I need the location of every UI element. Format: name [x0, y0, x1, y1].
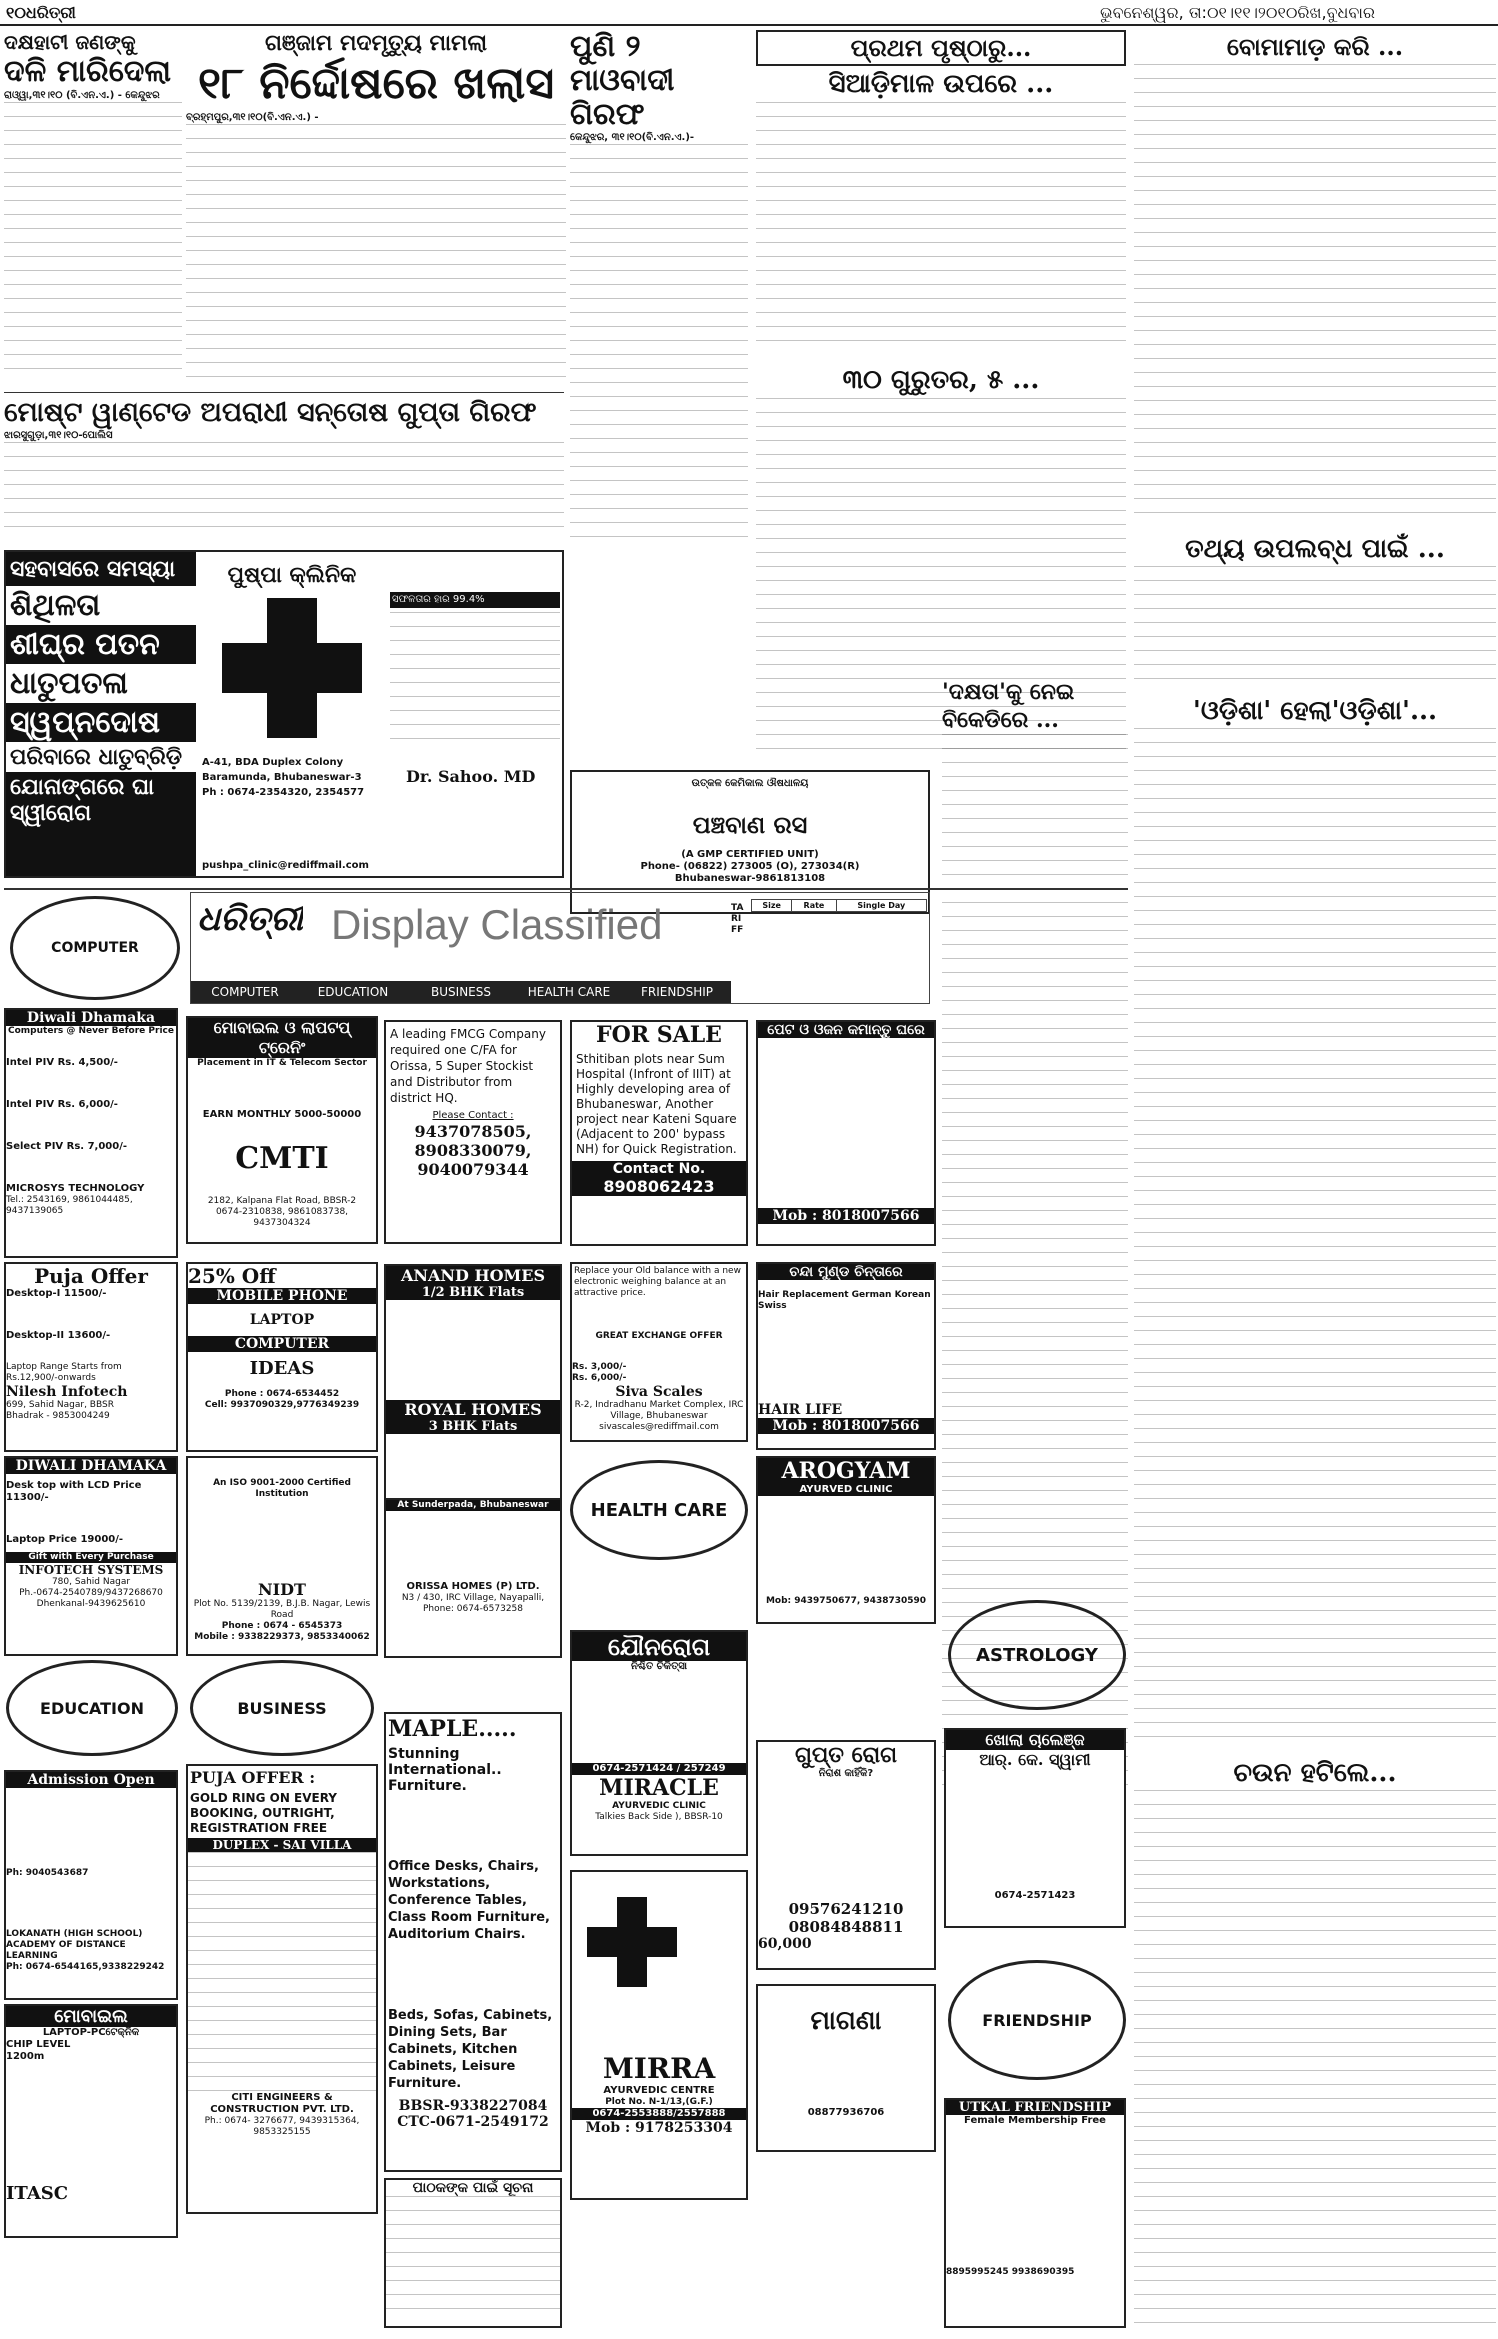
ad-caption: At Sunderpada, Bhubaneswar — [386, 1500, 560, 1511]
ad-school: LOKANATH (HIGH SCHOOL) ACADEMY OF DISTANCE LEARNING — [6, 1929, 143, 1961]
clinic-name: ପୁଷ୍ପା କ୍ଲିନିକ — [227, 562, 357, 588]
story-chauna — [1134, 1756, 1496, 2336]
ad-head: Replace your Old balance with a new electronic weighing balance at an attractive price. — [574, 1266, 741, 1298]
ad-phone: 0674-2310838, 9861083738, 9437304324 — [215, 1207, 349, 1228]
ad-price: Rs. 3,000/- — [572, 1362, 627, 1372]
ad-gupta-roga — [756, 1740, 936, 1970]
ad-phone: Ph: 0674-6544165,9338229242 — [6, 1962, 165, 1972]
ad-readers-notice — [384, 2178, 562, 2328]
ad-item: Select PIV Rs. 7,000/- — [6, 1141, 128, 1152]
ad-phone: 0674-2553888/2557888 — [572, 2108, 746, 2120]
story-santosh — [4, 396, 564, 546]
ad-fmcg — [384, 1020, 562, 1244]
category-friendship: FRIENDSHIP — [641, 985, 713, 999]
tariff-table — [751, 899, 927, 912]
paper-logo: ଧରିତ୍ରୀ — [197, 899, 304, 939]
ad-for-sale — [570, 1020, 748, 1246]
ad-title: MIRRA — [602, 2052, 716, 2085]
ad-line: COMPUTER — [188, 1336, 376, 1352]
ad-sub: 3 BHK Flats — [386, 1419, 560, 1434]
ad-cell: Cell: 9937090329,9776349239 — [204, 1400, 360, 1410]
ad-phone: 08877936706 — [807, 2107, 885, 2118]
category-health: HEALTH CARE — [527, 985, 611, 999]
ad-earn: EARN MONTHLY 5000-50000 — [202, 1109, 362, 1120]
story-headline: 'ଓଡ଼ିଶା' ହେଲା'ଓଡ଼ିଶା'... — [1192, 696, 1438, 726]
ad-details — [386, 2196, 560, 2316]
ad-infotech — [4, 1456, 178, 1656]
ad-phone: 8895995245 9938690395 — [946, 2267, 1075, 2277]
story-headline: ସିଆଡ଼ିମାଳ ଉପରେ ... — [828, 69, 1054, 99]
story-bomb — [1134, 30, 1496, 530]
classified-title: Display Classified — [331, 901, 663, 948]
ad-chip: CHIP LEVEL — [6, 2039, 71, 2050]
ad-text: A leading FMCG Company required one C/FA for Orissa, 5 Super Stockist and Distributor from district HQ. — [390, 1027, 546, 1105]
ad-item: Desktop-II 13600/- — [6, 1330, 111, 1341]
dateline: ଭୁବନେଶ୍ୱର, ତା:୦୧।୧୧।୨୦୧୦ରିଖ,ବୁଧବାର — [1100, 3, 1376, 22]
table-header: Rate — [792, 900, 836, 912]
ad-open-challenge — [944, 1728, 1126, 1928]
ad-brand: ITASC — [6, 2183, 69, 2204]
display-classified-banner — [190, 892, 930, 1004]
story-dateline: ବ୍ରହ୍ମପୁର,୩୧।୧୦(ବି.ଏନ.ଏ.) - — [186, 112, 319, 123]
ad-details — [6, 1879, 176, 1929]
ad-phone: CTC-0671-2549172 — [397, 2114, 549, 2130]
clinic-email: pushpa_clinic@rediffmail.com — [202, 860, 369, 871]
ad-sub: LAPTOP-PCଟେକ୍ନିକ — [42, 2027, 140, 2038]
doctor-name: Dr. Sahoo. MD — [406, 767, 536, 786]
clinic-area: Baramunda, Bhubaneswar-3 — [202, 772, 362, 783]
ad-image — [386, 1945, 560, 2005]
story-body — [1134, 566, 1496, 686]
story-body — [4, 442, 564, 537]
ad-item: Laptop Range Starts from Rs.12,900/-onwards — [6, 1362, 122, 1383]
ad-phone: 0674-2571423 — [994, 1890, 1076, 1901]
ad-phone: 8908330079, — [414, 1141, 532, 1160]
ad-item: Intel PIV Rs. 6,000/- — [6, 1099, 118, 1110]
ad-phone: Phone- (06822) 273005 (O), 273034(R) — [640, 861, 860, 872]
clinic-address: A-41, BDA Duplex Colony — [202, 757, 344, 768]
ad-title: Puja Offer — [34, 1264, 148, 1288]
ad-details — [572, 1673, 746, 1763]
badge-health-care — [570, 1460, 748, 1560]
ad-sub: Stunning International.. Furniture. — [388, 1746, 502, 1794]
badge-education — [6, 1660, 178, 1756]
ad-email: sivascales@rediffmail.com — [599, 1422, 719, 1432]
story-dateline: ଝାରସୁଗୁଡ଼ା,୩୧।୧୦-ପୋଲିସ — [4, 430, 113, 441]
ad-details — [6, 2063, 176, 2183]
ad-title: ଖୋଲା ଚାଲେଞ୍ଜ — [946, 1730, 1124, 1750]
story-info — [1134, 532, 1496, 692]
ad-address: 2182, Kalpana Flat Road, BBSR-2 — [207, 1196, 357, 1206]
ad-details — [946, 1770, 1124, 1890]
ad-details — [188, 1852, 376, 2092]
ad-line: ଶୀଘ୍ର ପତନ — [10, 627, 160, 662]
ad-nilesh — [4, 1262, 178, 1452]
success-rate: ସଫଳତାର ହାର 99.4% — [390, 592, 560, 608]
ad-address: R-2, Indradhanu Market Complex, IRC Village, Bhubaneswar — [574, 1400, 744, 1421]
ad-mob: Mobile : 9338229373, 9853340062 — [194, 1632, 370, 1642]
ad-title: ଗୁପ୍ତ ରୋଗ — [794, 1742, 898, 1768]
story-body — [756, 102, 1126, 352]
ad-title: ଚନ୍ଦା ମୁଣ୍ଡ ଚିନ୍ତାରେ — [758, 1264, 934, 1280]
ad-brand: MIRACLE — [599, 1775, 719, 1801]
ad-title: MAPLE..... — [388, 1716, 517, 1742]
ad-title: ପଞ୍ଚବାଣ ରସ — [692, 810, 808, 839]
ad-line: MOBILE PHONE — [188, 1288, 376, 1304]
ad-price: 60,000 — [758, 1936, 812, 1952]
story-kicker: ପ୍ରଥମ ପୃଷ୍ଠାରୁ... — [756, 30, 1126, 66]
ad-offer: 25% Off — [188, 1264, 276, 1288]
ad-mob: Mob : 9178253304 — [585, 2120, 733, 2136]
ad-sub: Female Membership Free — [964, 2115, 1106, 2126]
ad-text: Sthitiban plots near Sum Hospital (Infront of IIIT) at Highly developing area of Bhubaneswar, Another project near Kateni Square (Adjacent to 200' bypass NH) for Quick Registration. — [576, 1052, 737, 1156]
ad-phone: 9040079344 — [417, 1160, 529, 1179]
ad-company: INFOTECH SYSTEMS — [18, 1563, 164, 1577]
category-education: EDUCATION — [317, 985, 389, 999]
ad-pushpa-clinic — [4, 550, 564, 878]
page-header — [0, 0, 1498, 26]
ad-phone: Phone: 0674-6573258 — [422, 1604, 523, 1614]
ad-item: Laptop Price 19000/- — [6, 1534, 124, 1545]
ad-company: MICROSYS TECHNOLOGY — [6, 1183, 145, 1194]
ad-title: PUJA OFFER : — [190, 1768, 316, 1787]
ad-title: DIWALI DHAMAKA — [6, 1458, 176, 1474]
badge-label: COMPUTER — [51, 940, 139, 956]
ad-line: LAPTOP — [249, 1312, 315, 1328]
ad-item: Desktop-I 11500/- — [6, 1288, 107, 1299]
ad-maple — [384, 1712, 562, 2172]
ad-line: ପରିବାରେ ଧାତୁବ୍ରିଡ଼ି — [6, 742, 196, 772]
ad-sub: ନିଶ୍ଚିତ ଚିକିତ୍ସା — [630, 1661, 688, 1672]
ad-phone: Dhenkanal-9439625610 — [36, 1599, 146, 1609]
ad-sub: AYURVED CLINIC — [758, 1484, 934, 1496]
ad-items: Beds, Sofas, Cabinets, Dining Sets, Bar Cabinets, Kitchen Cabinets, Leisure Furniture. — [388, 2008, 553, 2091]
ad-line: ସ୍ୱପ୍ନଦୋଷ — [10, 705, 160, 740]
badge-label: EDUCATION — [40, 1698, 144, 1718]
ad-company: ORISSA HOMES (P) LTD. — [406, 1581, 540, 1592]
story-headline: ତଥ୍ୟ ଉପଲବ୍ଧ ପାଇଁ ... — [1185, 534, 1445, 564]
ad-hair-life — [756, 1262, 936, 1450]
ad-contact: Please Contact : — [432, 1110, 514, 1121]
story-dateline: ରାଓ୍ୱା,୩୧।୧୦ (ବି.ଏନ.ଏ.) - କେନ୍ଦୁଝର — [4, 90, 160, 101]
ad-brand: IDEAS — [249, 1358, 315, 1379]
clinic-phone: Ph : 0674-2354320, 2354577 — [202, 787, 365, 798]
badge-friendship — [948, 1960, 1126, 2080]
category-bar — [191, 981, 731, 1003]
story-headline: ବୋମାମାଡ଼ କରି ... — [1226, 32, 1404, 61]
badge-astrology — [948, 1600, 1126, 1710]
ad-phone: BBSR-9338227084 — [398, 2098, 548, 2114]
story-odisha — [1134, 694, 1496, 1754]
ad-company: Nilesh Infotech — [6, 1384, 128, 1400]
ad-hours: 1200m — [6, 2051, 45, 2062]
divider — [4, 888, 1128, 890]
ad-microsys — [4, 1008, 178, 1258]
badge-computer — [10, 896, 180, 1000]
story-elephant — [4, 30, 182, 390]
ad-phone: Tel.: 2543169, 9861044485, 9437139065 — [6, 1195, 133, 1216]
story-body — [570, 144, 748, 544]
ad-brand: CMTI — [235, 1141, 329, 1176]
ad-address: N3 / 430, IRC Village, Nayapalli, — [401, 1593, 545, 1603]
badge-label: HEALTH CARE — [590, 1499, 728, 1521]
ad-miracle — [570, 1630, 748, 1856]
story-front-cont — [756, 30, 1126, 360]
ad-sub: ନିରାଶ କାହିଁକି? — [818, 1768, 874, 1779]
ad-image — [758, 1038, 934, 1208]
ad-free-treatment — [756, 1984, 936, 2152]
ad-title: ଯୌନରୋଗ — [572, 1632, 746, 1661]
ad-phone: 8908062423 — [572, 1177, 746, 1196]
ad-phone: Phone : 0674 - 6545373 — [221, 1621, 343, 1631]
tariff-label: TARIFF — [731, 903, 744, 935]
ad-line: ସହବାସରେ ସମସ୍ୟା — [10, 556, 176, 582]
ad-phone: Bhadrak - 9853004249 — [6, 1411, 110, 1421]
ad-phone: Ph.: 0674- 3276677, 9439315364, 9853325155 — [204, 2116, 360, 2137]
ad-admission — [4, 1770, 178, 2000]
ad-problems-list — [6, 552, 196, 876]
ad-details — [390, 612, 560, 752]
ad-phone: Mob : 8018007566 — [758, 1208, 934, 1224]
ad-text: Hair Replacement German Korean Swiss — [758, 1290, 931, 1311]
ad-clinic: AYURVEDIC CLINIC — [612, 1801, 706, 1811]
story-headline: ଦଳି ମାରିଦେଲା — [4, 54, 172, 89]
ad-contact: Contact No. — [572, 1161, 746, 1177]
story-kicker: ଗଞ୍ଜାମ ମଦମୃତ୍ୟୁ ମାମଲା — [265, 30, 487, 56]
ad-title: ମୋବାଇଲ — [6, 2006, 176, 2027]
ad-title: Diwali Dhamaka — [6, 1010, 176, 1026]
divider — [4, 392, 564, 393]
ad-subtitle: Computers @ Never Before Price — [8, 1026, 174, 1036]
ad-utkal-friendship — [944, 2098, 1126, 2328]
ad-phone: Ph.-0674-2540789/9437268670 — [19, 1588, 163, 1598]
story-ganjam — [186, 30, 566, 390]
ad-line: ଯୋନାଙ୍ଗରେ ଘା ସ୍ୱୀରୋଗ — [10, 774, 155, 826]
ad-phone: Phone : 0674-6534452 — [224, 1389, 340, 1399]
ad-items: Office Desks, Chairs, Workstations, Conference Tables, Class Room Furniture, Auditorium Chairs. — [388, 1859, 550, 1942]
ad-brand: HAIR LIFE — [758, 1402, 843, 1418]
ad-title: ମାଗଣା — [810, 2006, 882, 2036]
ad-sub: Placement in IT & Telecom Sector — [197, 1058, 367, 1068]
ad-company: Siva Scales — [615, 1384, 703, 1400]
ad-image — [946, 2127, 1124, 2267]
ad-sub: AYURVEDIC CENTRE — [603, 2085, 715, 2096]
ad-citi-engineers — [186, 1764, 378, 2214]
ad-line: GOLD RING ON EVERY BOOKING, OUTRIGHT, REGISTRATION FREE — [190, 1791, 337, 1835]
ad-details — [758, 1780, 934, 1900]
ad-item: Intel PIV Rs. 4,500/- — [6, 1057, 118, 1068]
story-headline: ୧୮ ନିର୍ଦ୍ଦୋଷରେ ଖଲାସ — [197, 58, 555, 109]
ad-orissa-homes — [384, 1498, 562, 1658]
ad-phone: 08084848811 — [788, 1918, 904, 1936]
category-computer: COMPUTER — [211, 985, 279, 999]
ad-itasc — [4, 2004, 178, 2238]
ad-siva-scales — [570, 1262, 748, 1442]
ad-nidt — [186, 1456, 378, 1656]
ad-title: An ISO 9001-2000 Certified Institution — [213, 1478, 351, 1499]
ad-details — [572, 1872, 746, 2052]
ad-details — [758, 1496, 934, 1596]
story-headline: 'ଦକ୍ଷତା'କୁ ନେଇ ବିକେଡିରେ ... — [942, 679, 1075, 733]
story-body — [1134, 1790, 1496, 2330]
ad-details — [6, 1788, 176, 1868]
ad-title: ପାଠକଙ୍କ ପାଇଁ ସୂଚନା — [412, 2180, 534, 2196]
ad-badge: GREAT EXCHANGE OFFER — [595, 1331, 723, 1341]
ad-image — [386, 1511, 560, 1581]
ad-title: Admission Open — [6, 1772, 176, 1788]
ad-title: FOR SALE — [596, 1022, 722, 1048]
ad-address: Plot No. 5139/2139, B.J.B. Nagar, Lewis Road — [193, 1599, 371, 1620]
ad-phone: Mob: 9439750677, 9438730590 — [765, 1596, 927, 1606]
ad-line: ଧାତୁପତଳା — [6, 664, 196, 703]
ad-item: Desk top with LCD Price 11300/- — [6, 1480, 142, 1503]
ad-title: ପେଟ ଓ ଓଜନ କମାନ୍ତୁ ଘରେ — [758, 1022, 934, 1038]
ad-city: Bhubaneswar-9861813108 — [674, 873, 826, 884]
ad-project: DUPLEX - SAI VILLA — [188, 1838, 376, 1852]
ad-phone: 09576241210 — [788, 1900, 904, 1918]
category-business: BUSINESS — [431, 985, 491, 999]
story-headline: ପୁଣି ୨ ମାଓବାଦୀ ଗିରଫ — [570, 30, 675, 132]
ad-name: ଆର୍. କେ. ସ୍ୱାମୀ — [979, 1750, 1091, 1769]
ad-details — [758, 2037, 934, 2107]
ad-title: ROYAL HOMES — [386, 1400, 560, 1419]
ad-mirra — [570, 1870, 748, 2200]
ad-arogyam — [756, 1456, 936, 1624]
ad-address: Talkies Back Side ), BBSR-10 — [595, 1812, 723, 1822]
table-header: Size — [752, 900, 792, 912]
story-maoists — [570, 30, 748, 550]
ad-phone: 0674-2571424 / 257249 — [572, 1763, 746, 1775]
ad-image — [386, 1300, 560, 1400]
ad-image — [386, 1796, 560, 1856]
ad-title: UTKAL FRIENDSHIP — [946, 2100, 1124, 2115]
ad-brand: NIDT — [258, 1580, 306, 1599]
ad-phone: 9437078505, — [414, 1122, 532, 1141]
story-kicker: ଦକ୍ଷହାଟୀ ଜଣଙ୍କୁ — [4, 30, 136, 54]
ad-price: Rs. 6,000/- — [572, 1373, 627, 1383]
badge-business — [190, 1660, 374, 1756]
story-dateline: କେନ୍ଦୁଝର, ୩୧।୧୦(ବି.ଏନ.ଏ.)- — [570, 132, 695, 143]
ad-company: CITI ENGINEERS & CONSTRUCTION PVT. LTD. — [210, 2092, 354, 2115]
ad-gmp: (A GMP CERTIFIED UNIT) — [681, 849, 819, 860]
ad-ideas — [186, 1262, 378, 1452]
ad-weight-loss — [756, 1020, 936, 1246]
story-body — [4, 102, 182, 382]
story-headline: ୩୦ ଗୁରୁତର, ୫ ... — [842, 365, 1040, 395]
medical-cross-icon — [582, 1892, 682, 1992]
ad-title: ANAND HOMES — [386, 1266, 560, 1285]
ad-company: ଉତ୍କଳ କେମିକାଲ ଔଷଧାଳୟ — [691, 778, 809, 789]
ad-address: 780, Sahid Nagar — [51, 1577, 131, 1587]
story-body — [186, 124, 566, 390]
ad-gift: Gift with Every Purchase — [6, 1552, 176, 1563]
badge-label: ASTROLOGY — [976, 1644, 1098, 1666]
ad-address: Plot No. N-1/13,(G.F.) — [605, 2097, 713, 2107]
badge-label: FRIENDSHIP — [982, 2010, 1092, 2030]
story-headline: ମୋଷ୍ଟ ୱାଣ୍ଟେଡ ଅପରାଧୀ ସନ୍ତୋଷ ଗୁପ୍ତା ଗିରଫ — [4, 397, 537, 428]
ad-title: ମୋବାଇଲ ଓ ଲାପଟପ୍ ଟ୍ରେନିଂ — [188, 1018, 376, 1058]
table-header: Single Day — [836, 900, 926, 912]
ad-phone: Ph: 9040543687 — [6, 1868, 89, 1878]
ad-cmti — [186, 1016, 378, 1244]
story-body — [1134, 64, 1496, 524]
story-headline: ଚଉନ ହଟିଲେ... — [1233, 1758, 1397, 1788]
ad-line: ଶିଥିଳତା — [6, 586, 196, 625]
ad-sub: 1/2 BHK Flats — [386, 1285, 560, 1300]
ad-address: 699, Sahid Nagar, BBSR — [6, 1400, 114, 1410]
story-body — [1134, 728, 1496, 1748]
page-number: ୧୦ଧରିତ୍ରୀ — [6, 3, 76, 22]
ad-title: AROGYAM — [758, 1458, 934, 1484]
badge-label: BUSINESS — [237, 1698, 327, 1718]
ad-phone: Mob : 8018007566 — [758, 1418, 934, 1434]
